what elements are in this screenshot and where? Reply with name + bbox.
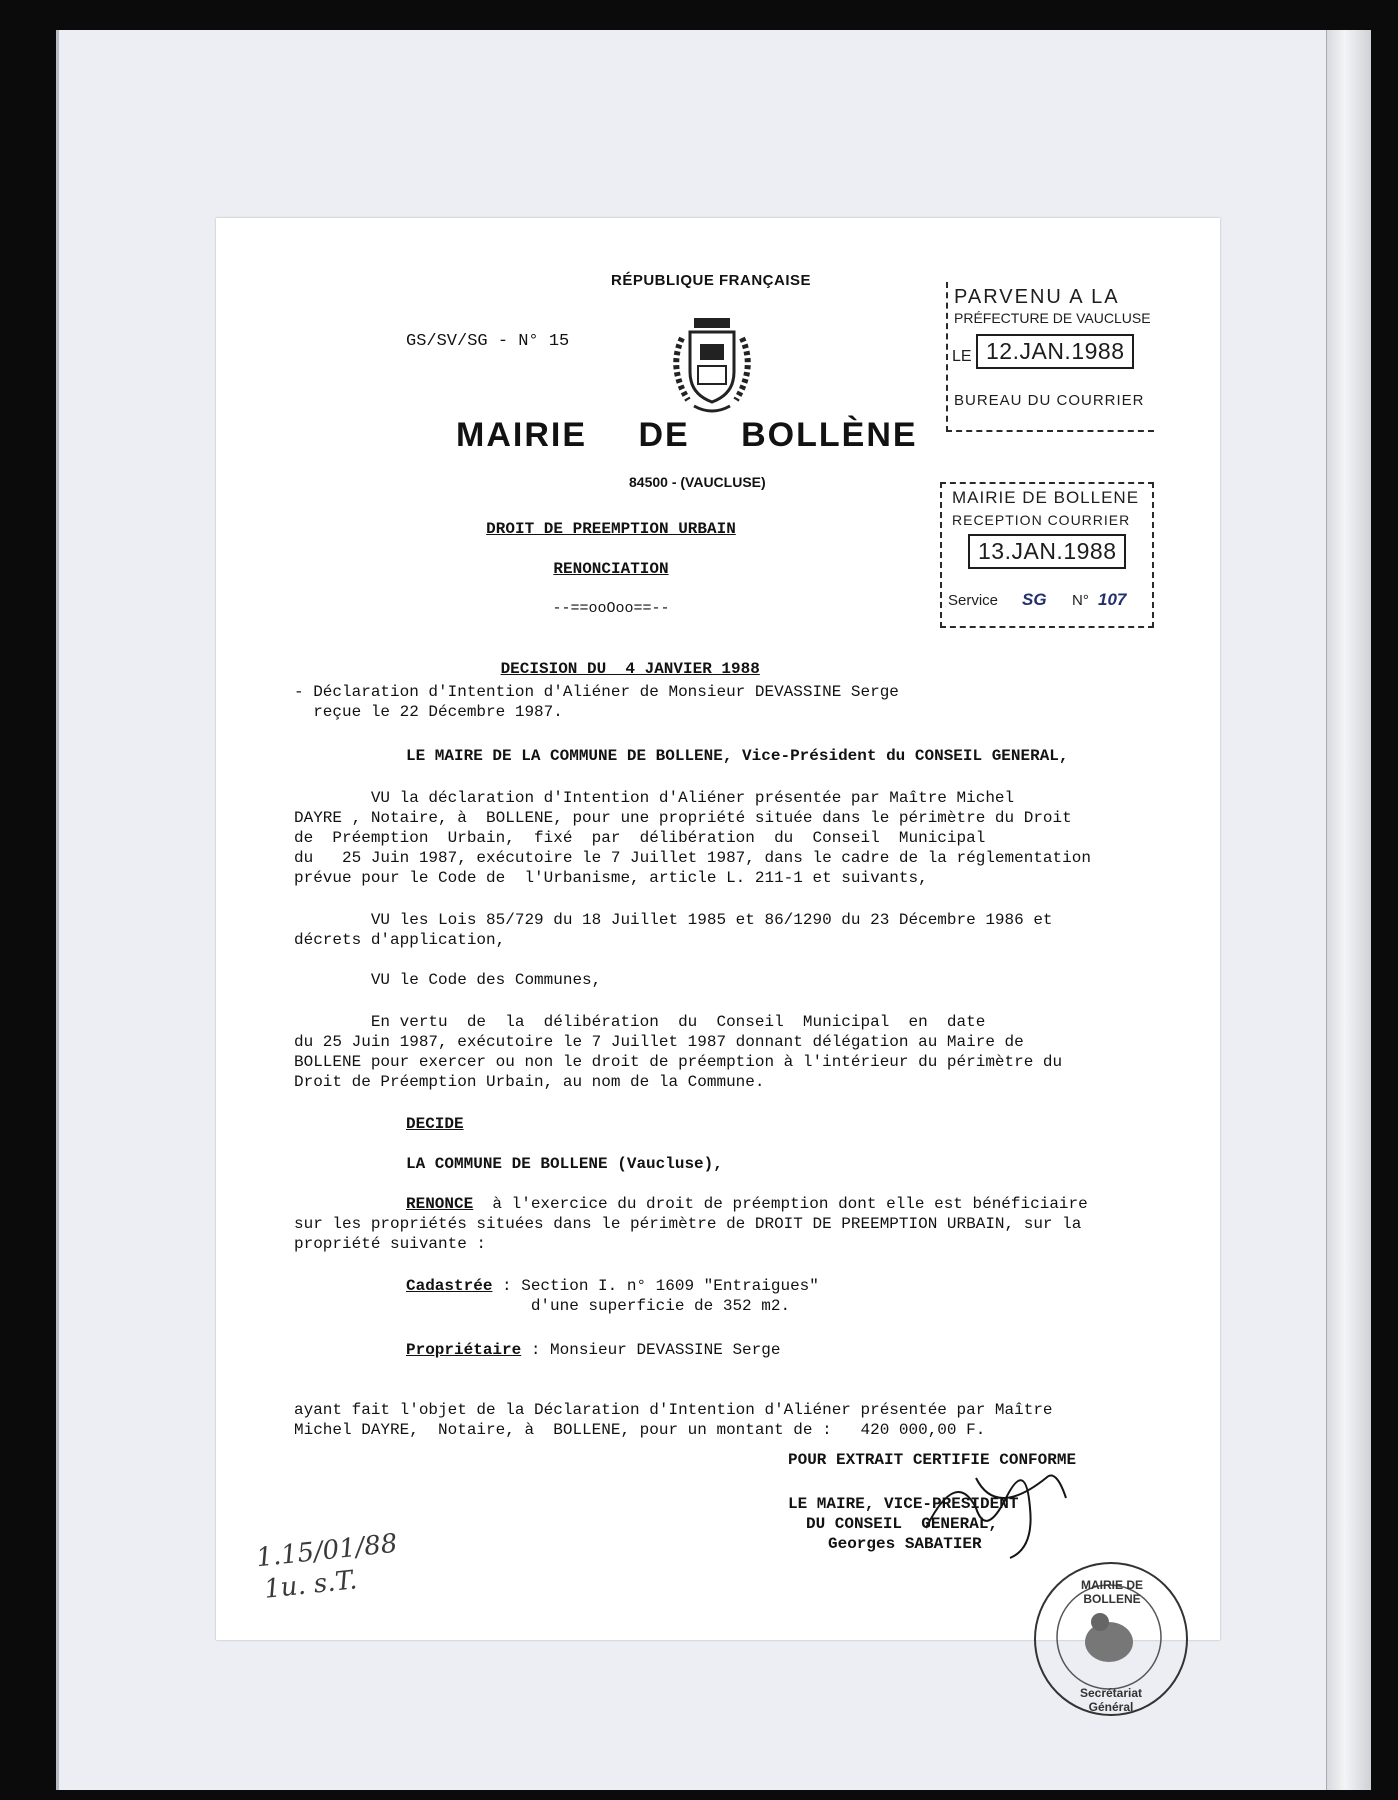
vu-declaration-paragraph: VU la déclaration d'Intention d'Aliéner présentée par Maître Michel DAYRE , Notaire, à BOLLENE, pour une propriété située dans le périmètre du Droit de Préemption Urbain, fixé par délibération du Conseil Municipal du 25 Juin 1987, exécutoire le 7 Juillet 1987, dans le cadre de la réglementation prévue pour le Code de l'Urbanisme, article L. 211-1 et suivants, <box>294 789 1091 887</box>
cadastree-text: : Section I. n° 1609 "Entraigues" d'une superficie de 352 m2. <box>502 1277 819 1315</box>
declaration-paragraph: - Déclaration d'Intention d'Aliéner de Monsieur DEVASSINE Serge reçue le 22 Décembre 1987. <box>294 683 899 721</box>
handwritten-note-line1: 1.15/01/88 <box>254 1528 399 1574</box>
signature-title-line1: LE MAIRE, VICE-PRESIDENT <box>788 1495 1019 1513</box>
ayant-fait-paragraph: ayant fait l'objet de la Déclaration d'Intention d'Aliéner présentée par Maître Michel DAYRE, Notaire, à BOLLENE, pour un montant de : 420 000,00 F. <box>294 1401 1053 1439</box>
prefecture-stamp-line1: PARVENU A LA <box>954 286 1120 308</box>
signature-name: Georges SABATIER <box>828 1535 982 1553</box>
department-line: 84500 - (VAUCLUSE) <box>629 474 766 490</box>
ornament-divider: --==ooOoo==-- <box>552 600 670 617</box>
prefecture-stamp-line2: PRÉFECTURE DE VAUCLUSE <box>954 310 1151 326</box>
coat-of-arms-icon <box>664 308 760 418</box>
mairie-title: MAIRIE DE BOLLÈNE <box>456 416 918 454</box>
prefecture-stamp-le: LE <box>952 348 972 365</box>
prefecture-stamp-date: 12.JAN.1988 <box>976 334 1134 369</box>
en-vertu-paragraph: En vertu de la délibération du Conseil Municipal en date du 25 Juin 1987, exécutoire le 7 Juillet 1987 donnant délégation au Maire de BOLLENE pour exercer ou non le droit de préemption à l'intérieur du périmètre du Droit de Préemption Urbain, au nom de la Commune. <box>294 1013 1063 1091</box>
certifie-conforme: POUR EXTRAIT CERTIFIE CONFORME <box>788 1451 1077 1469</box>
prefecture-stamp-line3: BUREAU DU COURRIER <box>954 392 1145 409</box>
reception-stamp-num-value: 107 <box>1098 590 1127 609</box>
reception-stamp-line2: RECEPTION COURRIER <box>952 512 1131 528</box>
mairie-reception-stamp <box>940 482 1154 628</box>
proprietaire-text: : Monsieur DEVASSINE Serge <box>521 1341 781 1359</box>
signature-title-line2: DU CONSEIL GENERAL, <box>806 1515 999 1533</box>
title-renonciation <box>216 560 1006 578</box>
reception-stamp-line1: MAIRIE DE BOLLENE <box>952 488 1140 507</box>
reception-stamp-date: 13.JAN.1988 <box>968 534 1126 569</box>
title-droit-preemption <box>216 520 1006 538</box>
cadastree-label: Cadastrée <box>406 1277 493 1295</box>
republic-heading: RÉPUBLIQUE FRANÇAISE <box>611 272 812 289</box>
decision-date-text: DECISION DU 4 JANVIER 1988 <box>500 660 760 678</box>
renonce-paragraph <box>294 1194 1088 1254</box>
proprietaire-label: Propriétaire <box>406 1341 522 1359</box>
reference-number: GS/SV/SG - N° 15 <box>406 332 570 351</box>
title-droit-preemption-text: DROIT DE PREEMPTION URBAIN <box>486 520 736 538</box>
cadastree-entry <box>406 1276 819 1316</box>
decide-heading: DECIDE <box>406 1115 464 1133</box>
vu-lois-paragraph: VU les Lois 85/729 du 18 Juillet 1985 et 86/1290 du 23 Décembre 1986 et décrets d'application, <box>294 911 1053 949</box>
handwritten-signature-icon <box>916 1458 1096 1568</box>
title-renonciation-text: RENONCIATION <box>553 560 669 578</box>
proprietaire-entry <box>406 1340 780 1360</box>
maire-line: LE MAIRE DE LA COMMUNE DE BOLLENE, Vice-Président du CONSEIL GENERAL, <box>406 747 1069 765</box>
mairie-seal <box>1034 1562 1188 1716</box>
binder-edge <box>1326 30 1371 1790</box>
handwritten-note-line2: 1u. s.T. <box>262 1565 359 1605</box>
reception-stamp-num-label: N° <box>1072 592 1089 609</box>
seal-top-text: MAIRIE DE BOLLENE <box>1080 1578 1143 1606</box>
prefecture-stamp <box>946 282 1154 432</box>
reception-stamp-service-value: SG <box>1022 590 1047 609</box>
renonce-label: RENONCE <box>406 1195 474 1213</box>
reception-stamp-service-label: Service <box>948 592 999 609</box>
commune-line: LA COMMUNE DE BOLLENE (Vaucluse), <box>406 1155 723 1173</box>
seal-bottom-text: Secrétariat Général <box>1079 1686 1143 1714</box>
renonce-text: à l'exercice du droit de préemption dont elle est bénéficiaire sur les propriétés situées dans le périmètre de DROIT DE PREEMPTION URBAIN, sur la propriété suivante : <box>294 1195 1088 1253</box>
vu-code-paragraph: VU le Code des Communes, <box>294 971 602 989</box>
